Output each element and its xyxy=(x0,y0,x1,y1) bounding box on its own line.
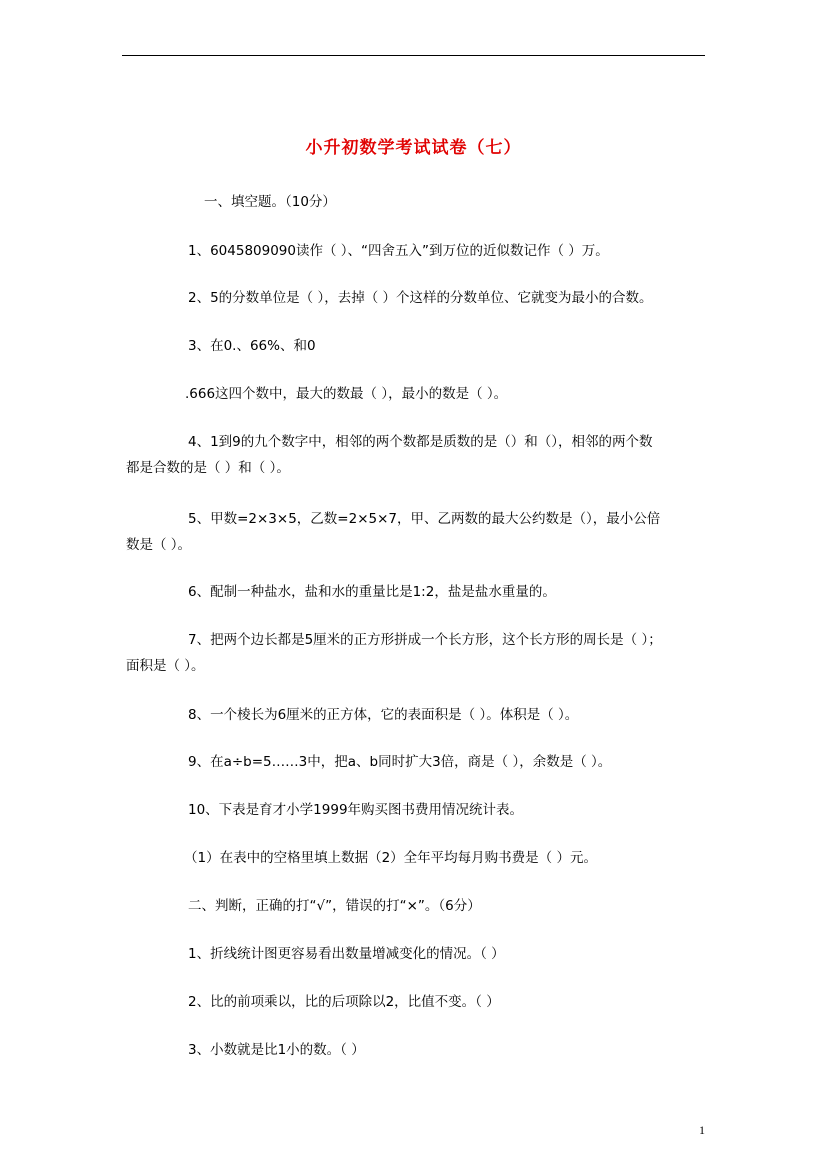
tf-question-1: 1、折线统计图更容易看出数量增减变化的情况。（ ） xyxy=(188,946,505,962)
page-number: 1 xyxy=(699,1123,705,1137)
question-1: 1、6045809090读作（ ）、“四舍五入”到万位的近似数记作（ ）万。 xyxy=(188,243,609,259)
question-6: 6、配制一种盐水，盐和水的重量比是1:2，盐是盐水重量的。 xyxy=(188,584,556,600)
question-8: 8、一个棱长为6厘米的正方体，它的表面积是（ ）。体积是（ ）。 xyxy=(188,707,579,723)
question-7-line-1: 7、把两个边长都是5厘米的正方形拼成一个长方形，这个长方形的周长是（ ）； xyxy=(188,632,662,648)
question-5-line-2: 数是（ ）。 xyxy=(126,537,192,553)
question-7-line-2: 面积是（ ）。 xyxy=(126,658,205,674)
question-4-line-2: 都是合数的是（ ）和（ ）。 xyxy=(126,460,290,476)
section-heading-fill-blank: 一、填空题。（10分） xyxy=(204,194,336,210)
question-10: 10、下表是育才小学1999年购买图书费用情况统计表。 xyxy=(188,802,524,818)
question-10-subparts: （1）在表中的空格里填上数据（2）全年平均每月购书费是（ ）元。 xyxy=(184,850,597,866)
section-heading-true-false: 二、判断，正确的打“√”，错误的打“×”。（6分） xyxy=(188,898,481,914)
question-3-line-1: 3、在0.、66%、和0 xyxy=(188,338,316,354)
question-9: 9、在a÷b=5……3中，把a、b同时扩大3倍，商是（ ），余数是（ ）。 xyxy=(188,754,612,770)
question-4-line-1: 4、1到9的九个数字中，相邻的两个数都是质数的是（）和（），相邻的两个数 xyxy=(188,434,653,450)
question-5-line-1: 5、甲数=2×3×5，乙数=2×5×7，甲、乙两数的最大公约数是（），最小公倍 xyxy=(188,511,661,527)
page-title: 小升初数学考试试卷（七） xyxy=(305,138,522,158)
question-3-line-2: .666这四个数中，最大的数最（ ），最小的数是（ ）。 xyxy=(185,386,508,402)
tf-question-2: 2、比的前项乘以，比的后项除以2，比值不变。（ ） xyxy=(188,994,500,1010)
question-2: 2、5的分数单位是（ ），去掉（ ）个这样的分数单位、它就变为最小的合数。 xyxy=(188,290,653,306)
tf-question-3: 3、小数就是比1小的数。（ ） xyxy=(188,1042,365,1058)
header-rule xyxy=(122,55,705,56)
